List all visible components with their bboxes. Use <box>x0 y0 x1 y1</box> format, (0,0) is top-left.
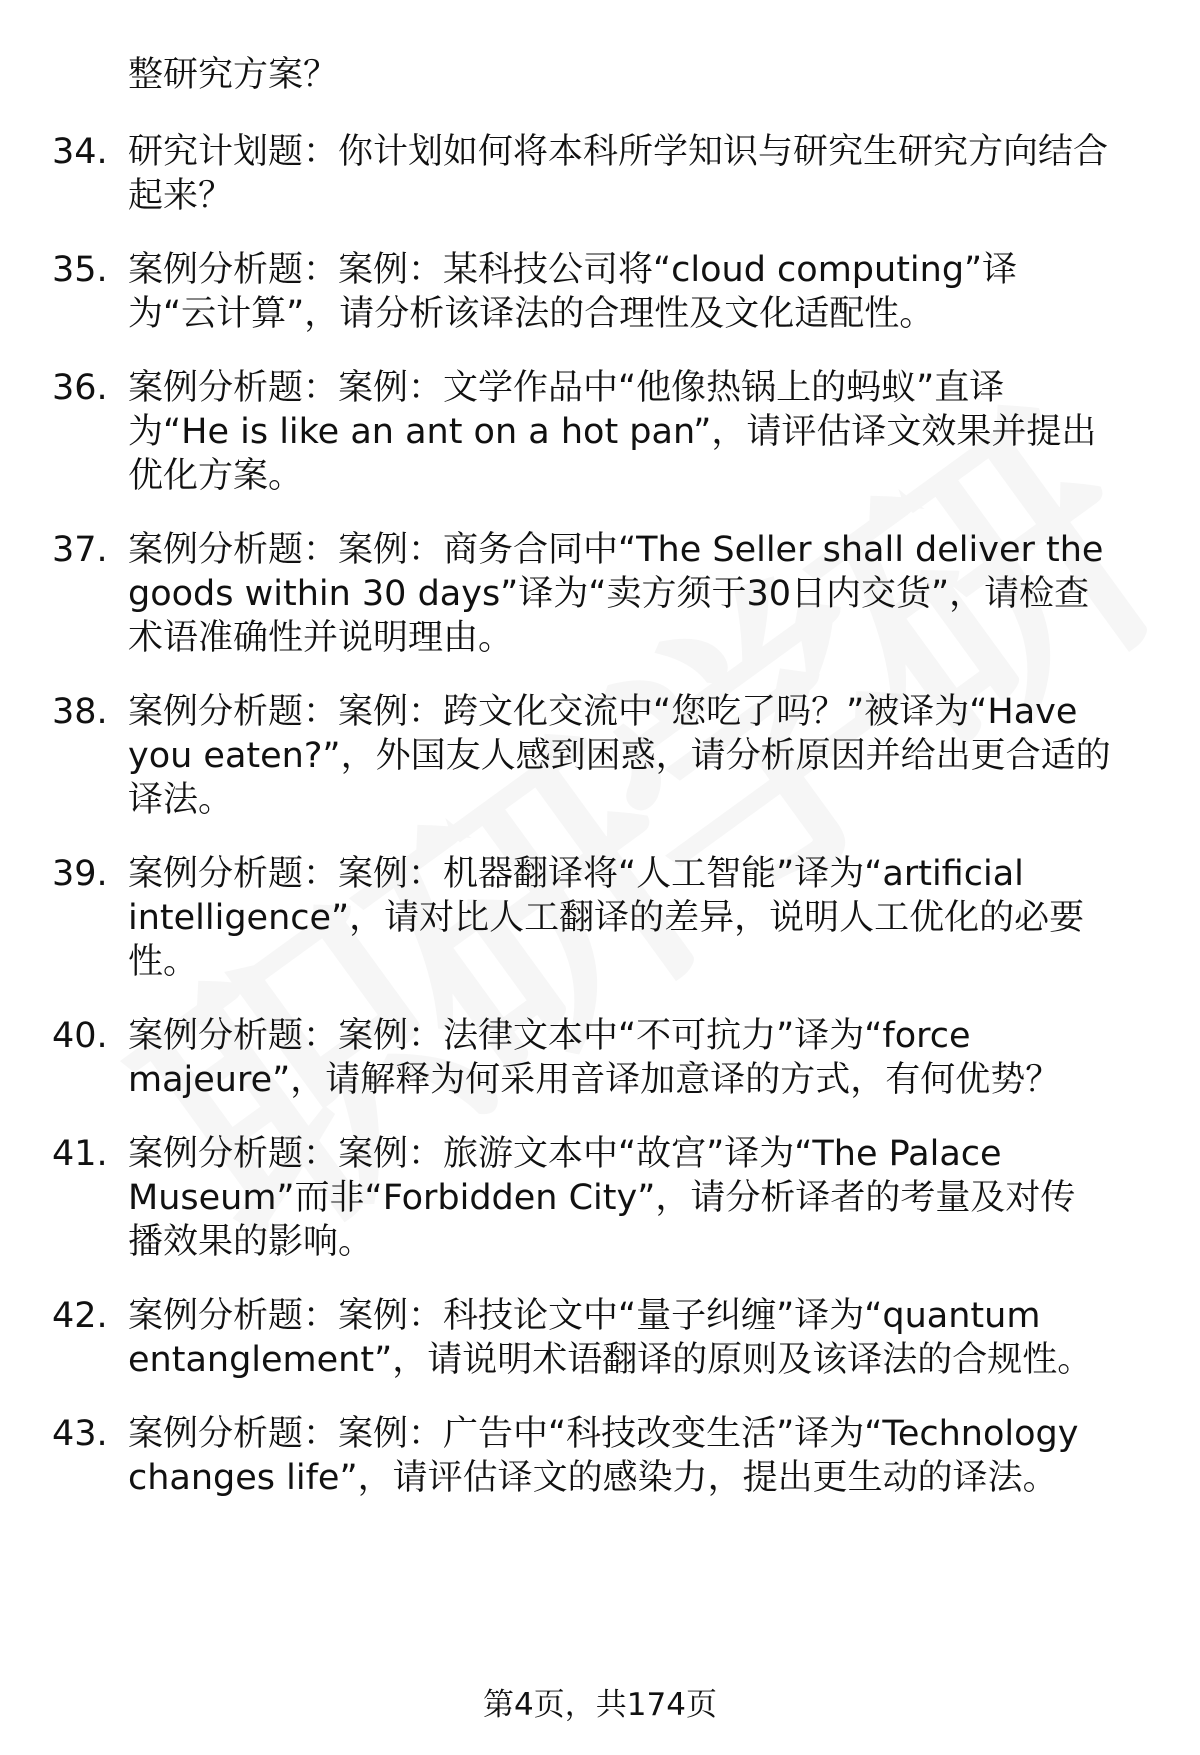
question-41-line: Museum”而非“Forbidden City”，请分析译者的考量及对传 <box>128 1178 1076 1218</box>
question-40-line: 案例分析题：案例：法律文本中“不可抗力”译为“force <box>128 1016 971 1056</box>
question-41-number: 41. <box>52 1134 108 1174</box>
question-37-line: goods within 30 days”译为“卖方须于30日内交货”，请检查 <box>128 574 1090 614</box>
question-35-line: 案例分析题：案例：某科技公司将“cloud computing”译 <box>128 250 1018 290</box>
question-34-line: 起来？ <box>128 176 234 216</box>
question-38-number: 38. <box>52 692 108 732</box>
question-39-line: 性。 <box>128 942 199 982</box>
question-40-number: 40. <box>52 1016 108 1056</box>
question-38-line: 译法。 <box>128 780 234 820</box>
question-35-line: 为“云计算”，请分析该译法的合理性及文化适配性。 <box>128 294 935 334</box>
question-39-line: intelligence”，请对比人工翻译的差异，说明人工优化的必要 <box>128 898 1085 938</box>
question-35-number: 35. <box>52 250 108 290</box>
question-43-number: 43. <box>52 1414 108 1454</box>
question-39-line: 案例分析题：案例：机器翻译将“人工智能”译为“artificial <box>128 854 1024 894</box>
question-37-line: 术语准确性并说明理由。 <box>128 618 514 658</box>
question-42-number: 42. <box>52 1296 108 1336</box>
question-40-line: majeure”，请解释为何采用音译加意译的方式，有何优势？ <box>128 1060 1061 1100</box>
page-number: 第4页，共174页 <box>483 1687 717 1723</box>
question-42-line: 案例分析题：案例：科技论文中“量子纠缠”译为“quantum <box>128 1296 1041 1336</box>
question-34-line: 研究计划题：你计划如何将本科所学知识与研究生研究方向结合 <box>128 132 1109 172</box>
question-36-line: 案例分析题：案例：文学作品中“他像热锅上的蚂蚁”直译 <box>128 368 1005 408</box>
question-39-number: 39. <box>52 854 108 894</box>
question-37-line: 案例分析题：案例：商务合同中“The Seller shall deliver the <box>128 530 1104 570</box>
question-36-line: 优化方案。 <box>128 456 304 496</box>
question-36-line: 为“He is like an ant on a hot pan”，请评估译文效果并提出 <box>128 412 1097 452</box>
question-38-line: 案例分析题：案例：跨文化交流中“您吃了吗？”被译为“Have <box>128 692 1078 732</box>
continuation-line: 整研究方案？ <box>128 55 339 95</box>
question-41-line: 案例分析题：案例：旅游文本中“故宫”译为“The Palace <box>128 1134 1002 1174</box>
question-42-line: entanglement”，请说明术语翻译的原则及该译法的合规性。 <box>128 1340 1093 1380</box>
question-37-number: 37. <box>52 530 108 570</box>
question-43-line: changes life”，请评估译文的感染力，提出更生动的译法。 <box>128 1458 1058 1498</box>
question-41-line: 播效果的影响。 <box>128 1222 374 1262</box>
question-34-number: 34. <box>52 132 108 172</box>
question-43-line: 案例分析题：案例：广告中“科技改变生活”译为“Technology <box>128 1414 1079 1454</box>
question-38-line: you eaten?”，外国友人感到困惑，请分析原因并给出更合适的 <box>128 736 1111 776</box>
question-36-number: 36. <box>52 368 108 408</box>
